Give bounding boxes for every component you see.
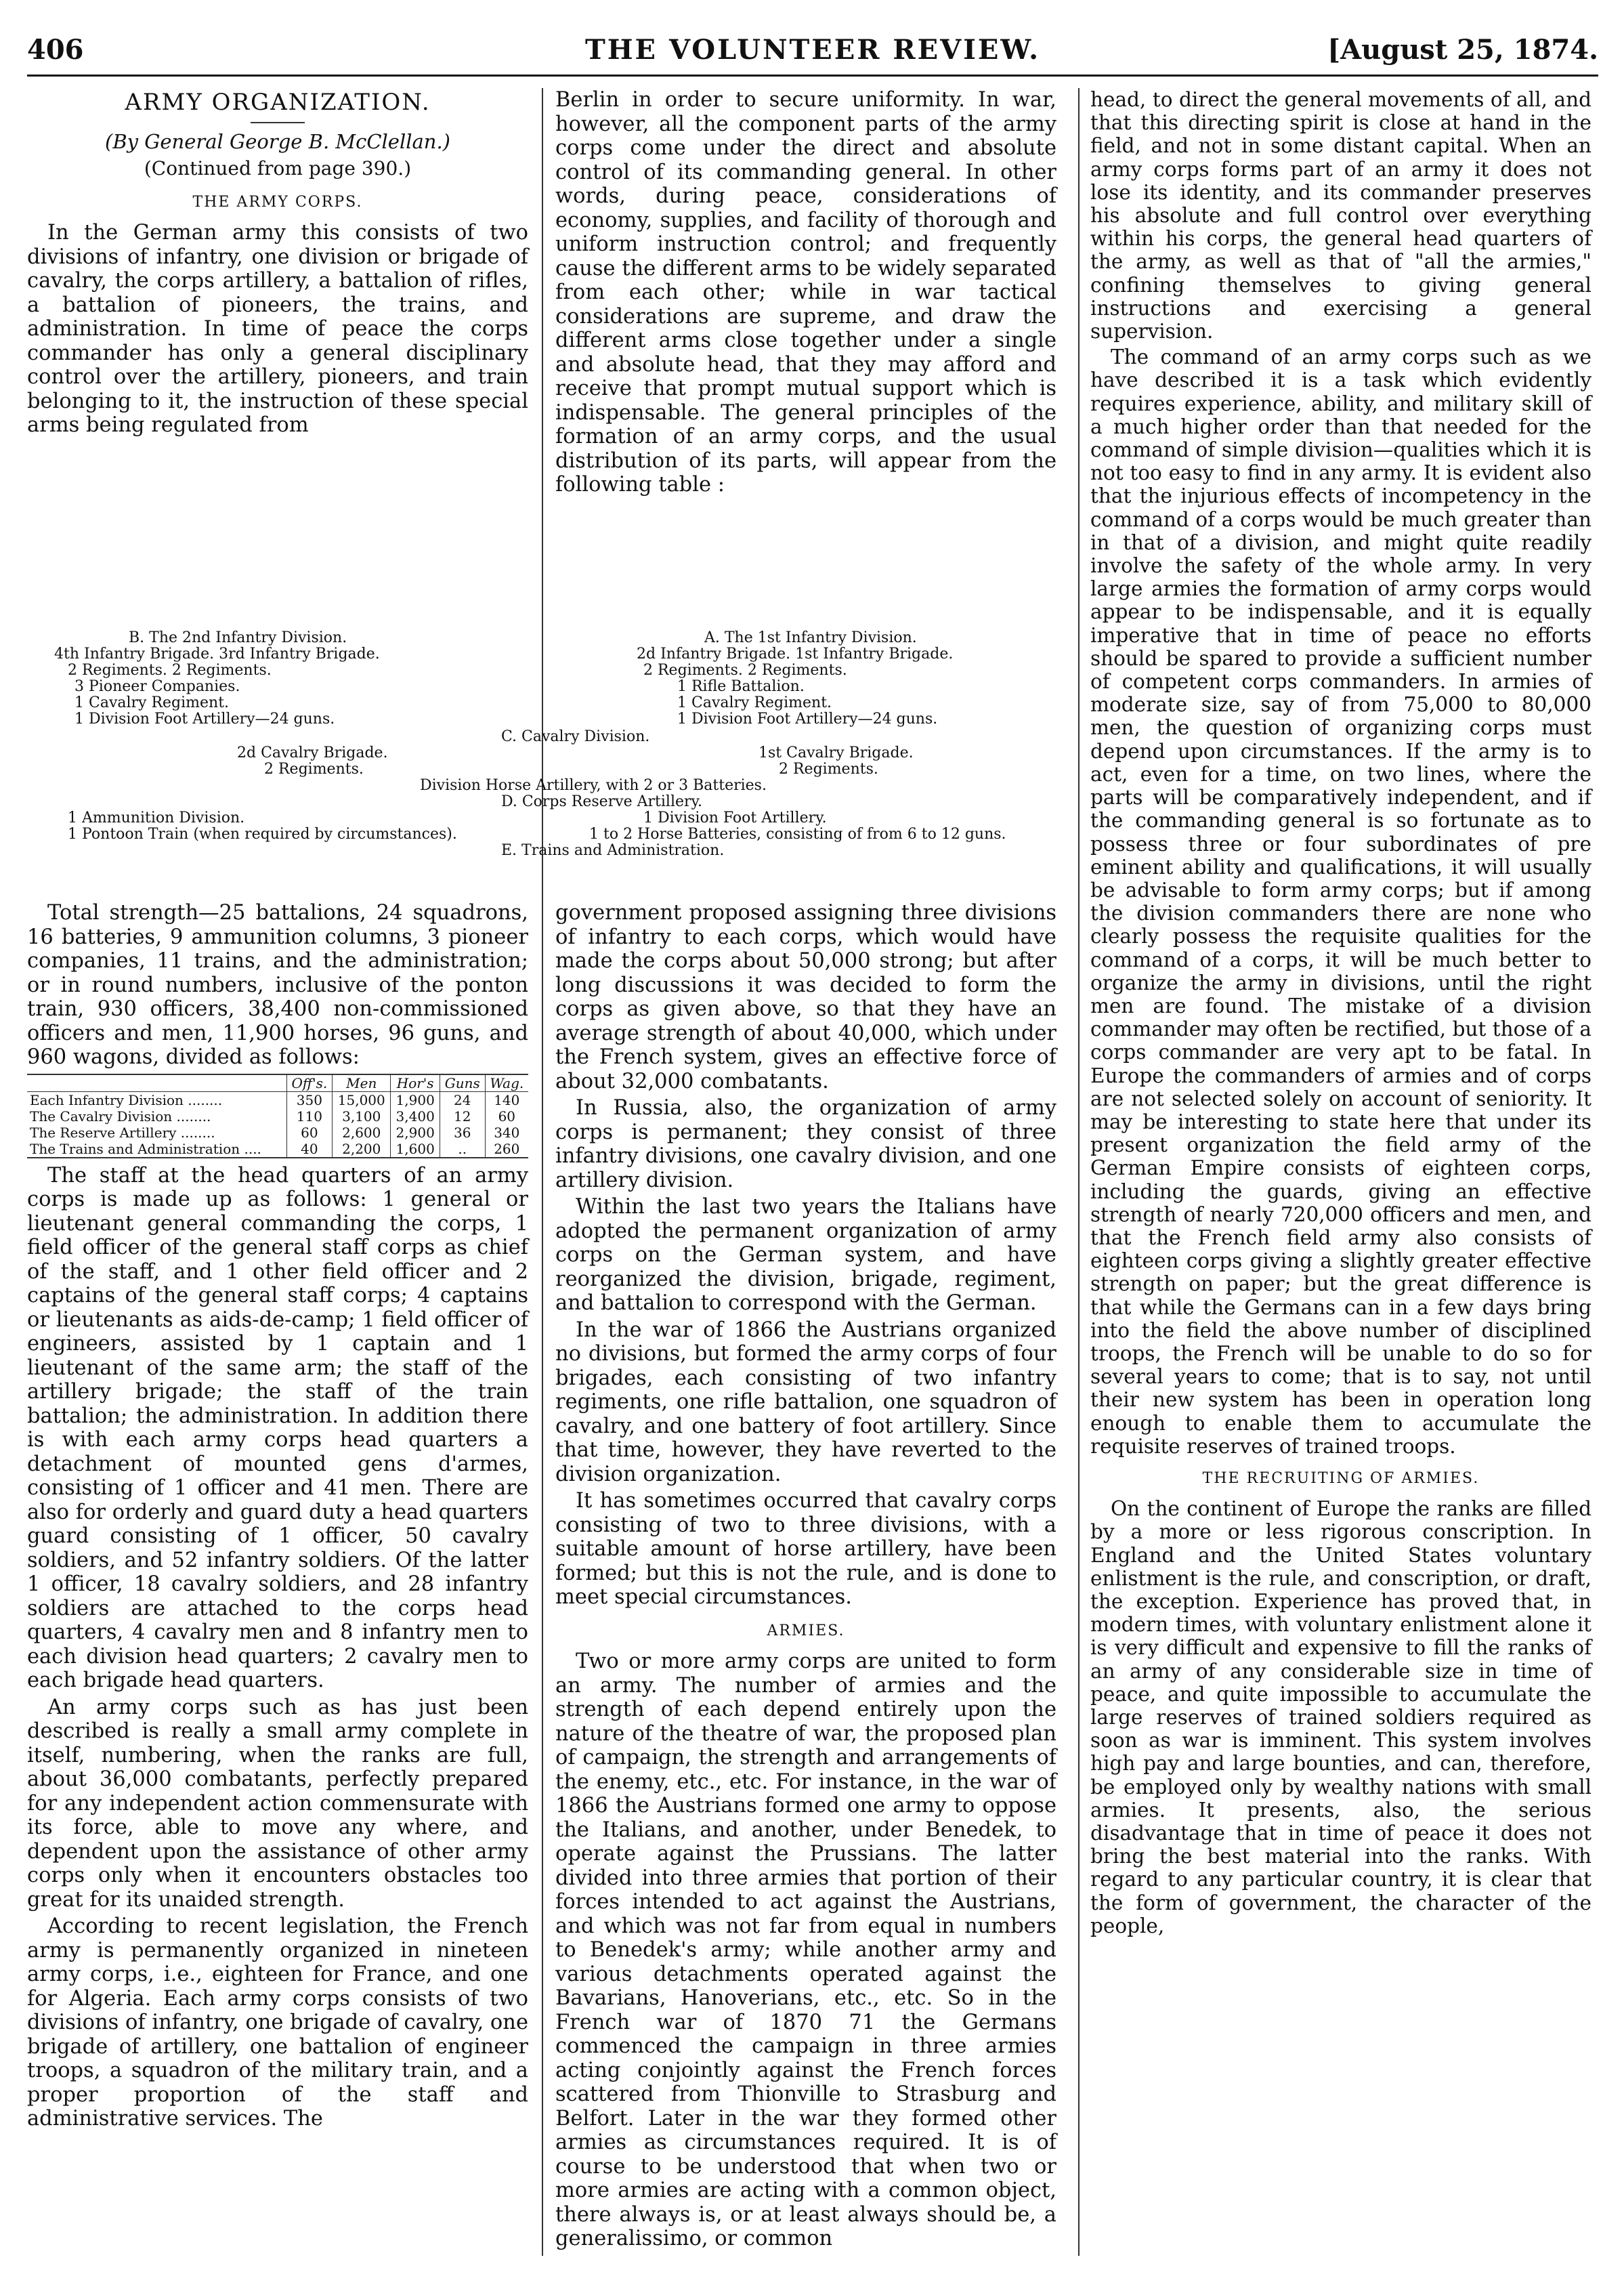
- table-cell: 3,400: [391, 1108, 440, 1125]
- paragraph: In the German army this consists of two divisions of infantry, one division or brigade of cavalry, the corps artillery, a battalion of rifles, a battalion of pioneers, the trains, and administration. In time of peace the corps commander has only a general disciplinary control over the artillery, pioneers, and train belonging to it, the instruction of these special arms being regulated from: [27, 221, 528, 437]
- table-cell: ..: [440, 1141, 485, 1158]
- table-header: Off's.: [286, 1074, 332, 1092]
- paragraph: In the war of 1866 the Austrians organized no divisions, but formed the army corps of four brigades, each consisting of two infantry regiments, one rifle battalion, one squadron of cavalry, and one battery of foot artillery. Since that time, however, they have reverted to the division organization.: [555, 1318, 1056, 1486]
- paragraph: An army corps such as has just been described is really a small army complete in itself, numbering, when the ranks are full, about 36,000 combatants, perfectly prepared for any independent action commensurate with its force, able to move any where, and dependent upon the assistance of other army corps only when it encounters obstacles too great for its unaided strength.: [27, 1695, 528, 1912]
- chart-line: E. Trains and Administration.: [501, 842, 725, 859]
- column-2-top: [555, 88, 1056, 500]
- table-cell: 24: [440, 1091, 485, 1108]
- chart-line: 2 Regiments.: [264, 761, 364, 778]
- chart-line: 1 Division Foot Artillery—24 guns.: [74, 711, 335, 728]
- paragraph: In Russia, also, the organization of army corps is permanent; they consist of three infantry divisions, one cavalry division, and one artillery division.: [555, 1096, 1056, 1192]
- column-1-top: [27, 88, 528, 440]
- corps-organization-table: [27, 630, 1077, 887]
- table-cell: 110: [286, 1108, 332, 1125]
- table-cell: The Reserve Artillery ........: [30, 1124, 215, 1141]
- paragraph: Berlin in order to secure uniformity. In war, however, all the component parts of the army corps come under the direct and absolute control of its commanding general. In other words, during peace, considerations of economy, supplies, and facility of thorough and uniform instruction control; and frequently cause the different arms to be widely separated from each other; while in war tactical considerations are supreme, and draw the different arms close together under a single and absolute head, that they may afford and receive that prompt mutual support which is indispensable. The general principles of the formation of an army corps, and the usual distribution of its parts, will appear from the following table :: [555, 88, 1056, 497]
- chart-line: 2d Cavalry Brigade.: [237, 744, 388, 761]
- table-row: [27, 1108, 528, 1125]
- paragraph: Two or more army corps are united to form an army. The number of armies and the strength of each depend entirely upon the nature of the theatre of war, the proposed plan of campaign, the strength and arrangements of the enemy, etc., etc. For instance, in the war of 1866 the Austrians formed one army to oppose the Italians, and another, under Benedek, to operate against the Prussians. The latter divided into three armies that portion of their forces intended to act against the Austrians, and which was not far from equal in numbers to Benedek's army; while another army and various detachments operated against the Bavarians, Hanoverians, etc., etc. So in the French war of 1870 71 the Germans commenced the campaign in three armies acting conjointly against the French forces scattered from Thionville to Strasburg and Belfort. Later in the war they formed other armies as circumstances required. It is of course to be understood that when two or more armies are acting with a common object, there always is, or at least always should be, a generalissimo, or common: [555, 1650, 1056, 2250]
- section-heading: THE RECRUITING OF ARMIES.: [1202, 1469, 1480, 1487]
- section-heading: ARMIES.: [767, 1622, 845, 1639]
- chart-line: 1 Pontoon Train (when required by circumstances).: [68, 826, 457, 843]
- chart-line: D. Corps Reserve Artillery.: [501, 793, 703, 810]
- table-header-row: [27, 1074, 528, 1092]
- column-2-lower: [555, 901, 1056, 2254]
- paragraph: According to recent legislation, the French army is permanently organized in nineteen army corps, i.e., eighteen for France, and one for Algeria. Each army corps consists of two divisions of infantry, one brigade of cavalry, one brigade of artillery, one battalion of engineer troops, a squadron of the military train, and a proper proportion of the staff and administrative services. The: [27, 1914, 528, 2131]
- table-cell: The Trains and Administration ....: [30, 1140, 261, 1157]
- page-header: [27, 27, 1598, 77]
- table-cell: 140: [485, 1091, 528, 1108]
- chart-line: 1st Cavalry Brigade.: [758, 744, 914, 761]
- table-header: Guns: [440, 1074, 485, 1092]
- table-cell: 60: [286, 1125, 332, 1141]
- divider: [251, 122, 305, 123]
- chart-line: A. The 1st Infantry Division.: [704, 629, 917, 646]
- table-row: [27, 1141, 528, 1158]
- continued-note: (Continued from page 390.): [144, 157, 412, 180]
- chart-line: 2 Regiments. 2 Regiments.: [643, 662, 847, 679]
- article-title: ARMY ORGANIZATION.: [125, 89, 431, 116]
- table-cell: 350: [286, 1091, 332, 1108]
- table-cell: 15,000: [333, 1091, 391, 1108]
- page-number: 406: [27, 34, 84, 66]
- issue-date: [August 25, 1874.: [1327, 34, 1598, 66]
- chart-line: 3 Pioneer Companies.: [74, 678, 240, 695]
- table-header: [27, 1074, 286, 1092]
- paragraph: Total strength—25 battalions, 24 squadrons, 16 batteries, 9 ammunition columns, 3 pioneer companies, 11 trains, and the administration; or in round numbers, inclusive of the ponton train, 930 officers, 38,400 non-commissioned officers and men, 11,900 horses, 96 guns, and 960 wagons, divided as follows:: [27, 901, 528, 1069]
- paragraph: The staff at the head quarters of an army corps is made up as follows: 1 general or lieutenant general commanding the corps, 1 field officer of the general staff corps as chief of the staff, and 1 other field officer and 2 captains of the general staff corps; 4 captains or lieutenants as aids-de-camp; 1 field officer of engineers, assisted by 1 captain and 1 lieutenant of the same arm; the staff of the artillery brigade; the staff of the train battalion; the administration. In addition there is with each army corps head quarters a detachment of mounted gens d'armes, consisting of 1 officer and 41 men. There are also for orderly and guard duty a head quarters guard consisting of 1 officer, 50 cavalry soldiers, and 52 infantry soldiers. Of the latter 1 officer, 18 cavalry soldiers, and 28 infantry soldiers are attached to the corps head quarters, 4 cavalry men and 8 infantry men to each division head quarters; 2 cavalry men to each brigade head quarters.: [27, 1163, 528, 1692]
- chart-line: 2 Regiments. 2 Regiments.: [68, 662, 272, 679]
- section-heading: THE ARMY CORPS.: [192, 193, 363, 211]
- table-cell: 2,900: [391, 1125, 440, 1141]
- table-cell: 40: [286, 1141, 332, 1158]
- chart-line: 1 Rifle Battalion.: [677, 678, 805, 695]
- strength-table: [27, 1074, 528, 1158]
- chart-line: 1 Ammunition Division.: [68, 810, 245, 826]
- chart-line: C. Cavalry Division.: [501, 728, 650, 745]
- chart-line: 1 Cavalry Regiment.: [74, 694, 230, 711]
- column-rule: [1078, 88, 1080, 2256]
- table-row: [27, 1125, 528, 1141]
- table-cell: Each Infantry Division ........: [30, 1091, 223, 1108]
- table-cell: 1,600: [391, 1141, 440, 1158]
- newspaper-page: [27, 27, 1598, 2263]
- column-rule: [542, 88, 543, 2256]
- chart-line: B. The 2nd Infantry Division.: [129, 629, 347, 646]
- table-cell: 3,100: [333, 1108, 391, 1125]
- masthead-title: THE VOLUNTEER REVIEW.: [584, 34, 1041, 66]
- column-3: [1090, 88, 1591, 1940]
- table-cell: 1,900: [391, 1091, 440, 1108]
- table-header: Wag.: [485, 1074, 528, 1092]
- paragraph: On the continent of Europe the ranks are filled by a more or less rigorous conscription. In England and the United States voluntary enlistment is the rule, and conscription, or draft, the exception. Experience has proved that, in modern times, with voluntary enlistment alone it is very difficult and expensive to fill the ranks of an army of any considerable size in time of peace, and quite impossible to accumulate the large reserves of trained soldiers required as soon as war is imminent. This system involves high pay and large bounties, and can, therefore, be employed only by wealthy nations with small armies. It presents, also, the serious disadvantage that in time of peace it does not bring the best material into the ranks. With regard to any particular country, it is clear that the form of government, the character of the people,: [1090, 1497, 1591, 1937]
- table-cell: 2,600: [333, 1125, 391, 1141]
- chart-line: Division Horse Artillery, with 2 or 3 Batteries.: [420, 777, 767, 794]
- chart-line: 2 Regiments.: [779, 761, 878, 778]
- chart-line: 1 Cavalry Regiment.: [677, 694, 832, 711]
- chart-line: 1 Division Foot Artillery—24 guns.: [677, 711, 938, 728]
- table-header: Men: [333, 1074, 391, 1092]
- table-cell: 60: [485, 1108, 528, 1125]
- paragraph: Within the last two years the Italians have adopted the permanent organization of army corps on the German system, and have reorganized the division, brigade, regiment, and battalion to correspond with the German.: [555, 1195, 1056, 1315]
- table-header: Hor's: [391, 1074, 440, 1092]
- chart-line: 1 to 2 Horse Batteries, consisting of from 6 to 12 guns.: [589, 826, 1006, 843]
- table-cell: The Cavalry Division ........: [30, 1108, 211, 1125]
- paragraph: head, to direct the general movements of all, and that this directing spirit is close at hand in the field, and not in some distant capital. When an army corps forms part of an army it does not lose its identity, and its commander preserves his absolute and full control over everything within his corps, the general head quarters of the army, as well as that of "all the armies," confining themselves to giving general instructions and exercising a general supervision.: [1090, 88, 1591, 343]
- chart-line: 4th Infantry Brigade. 3rd Infantry Brigade.: [54, 646, 380, 663]
- column-1-lower: [27, 901, 528, 2134]
- table-cell: 340: [485, 1125, 528, 1141]
- chart-line: 2d Infantry Brigade. 1st Infantry Brigade.: [637, 646, 954, 663]
- byline: (By General George B. McClellan.): [105, 129, 450, 153]
- table-cell: 2,200: [333, 1141, 391, 1158]
- table-row: [27, 1091, 528, 1108]
- table-cell: 260: [485, 1141, 528, 1158]
- chart-line: 1 Division Foot Artillery.: [643, 810, 827, 826]
- paragraph: It has sometimes occurred that cavalry corps consisting of two to three divisions, with a suitable amount of horse artillery, have been formed; but this is not the rule, and is done to meet special circumstances.: [555, 1489, 1056, 1609]
- table-cell: 36: [440, 1125, 485, 1141]
- table-cell: 12: [440, 1108, 485, 1125]
- paragraph: The command of an army corps such as we have described it is a task which evidently requires experience, ability, and military skill of a much higher order than that needed for the command of simple division—qualities which it is not too easy to find in any army. It is evident also that the injurious effects of incompetency in the command of a corps would be much greater than in that of a division, and might quite readily involve the safety of the whole army. In very large armies the formation of army corps would appear to be indispensable, and it is equally imperative that in time of peace no efforts should be spared to provide a sufficient number of competent corps commanders. In armies of moderate size, say of from 75,000 to 80,000 men, the question of organizing corps must depend upon circumstances. If the army is to act, even for a time, on two lines, where the parts will be comparatively independent, and if the commanding general is so fortunate as to possess three or four subordinates of pre eminent ability and qualifications, it will usually be advisable to form army corps; but if among the division commanders there are none who clearly possess the requisite qualities for the command of a corps, it will be much better to organize the army in divisions, until the right men are found. The mistake of a division commander may often be rectified, but those of a corps commander are very apt to be fatal. In Europe the commanders of armies and of corps are not selected solely on account of seniority. It may be interesting to state here that under its present organization the field army of the German Empire consists of eighteen corps, including the guards, giving an effective strength of nearly 720,000 officers and men, and that the French field army also consists of eighteen corps giving a slightly greater effective strength on paper; but the great difference is that while the Germans can in a few days bring into the field the above number of disciplined troops, the French will be unable to do so for several years to come; that is to say, not until their new system has been in operation long enough to enable them to accumulate the requisite reserves of trained troops.: [1090, 345, 1591, 1458]
- paragraph: government proposed assigning three divisions of infantry to each corps, which would have made the corps about 50,000 strong; but after long discussions it was decided to form the corps as given above, so that they have an average strength of about 40,000, which under the French system, gives an effective force of about 32,000 combatants.: [555, 901, 1056, 1093]
